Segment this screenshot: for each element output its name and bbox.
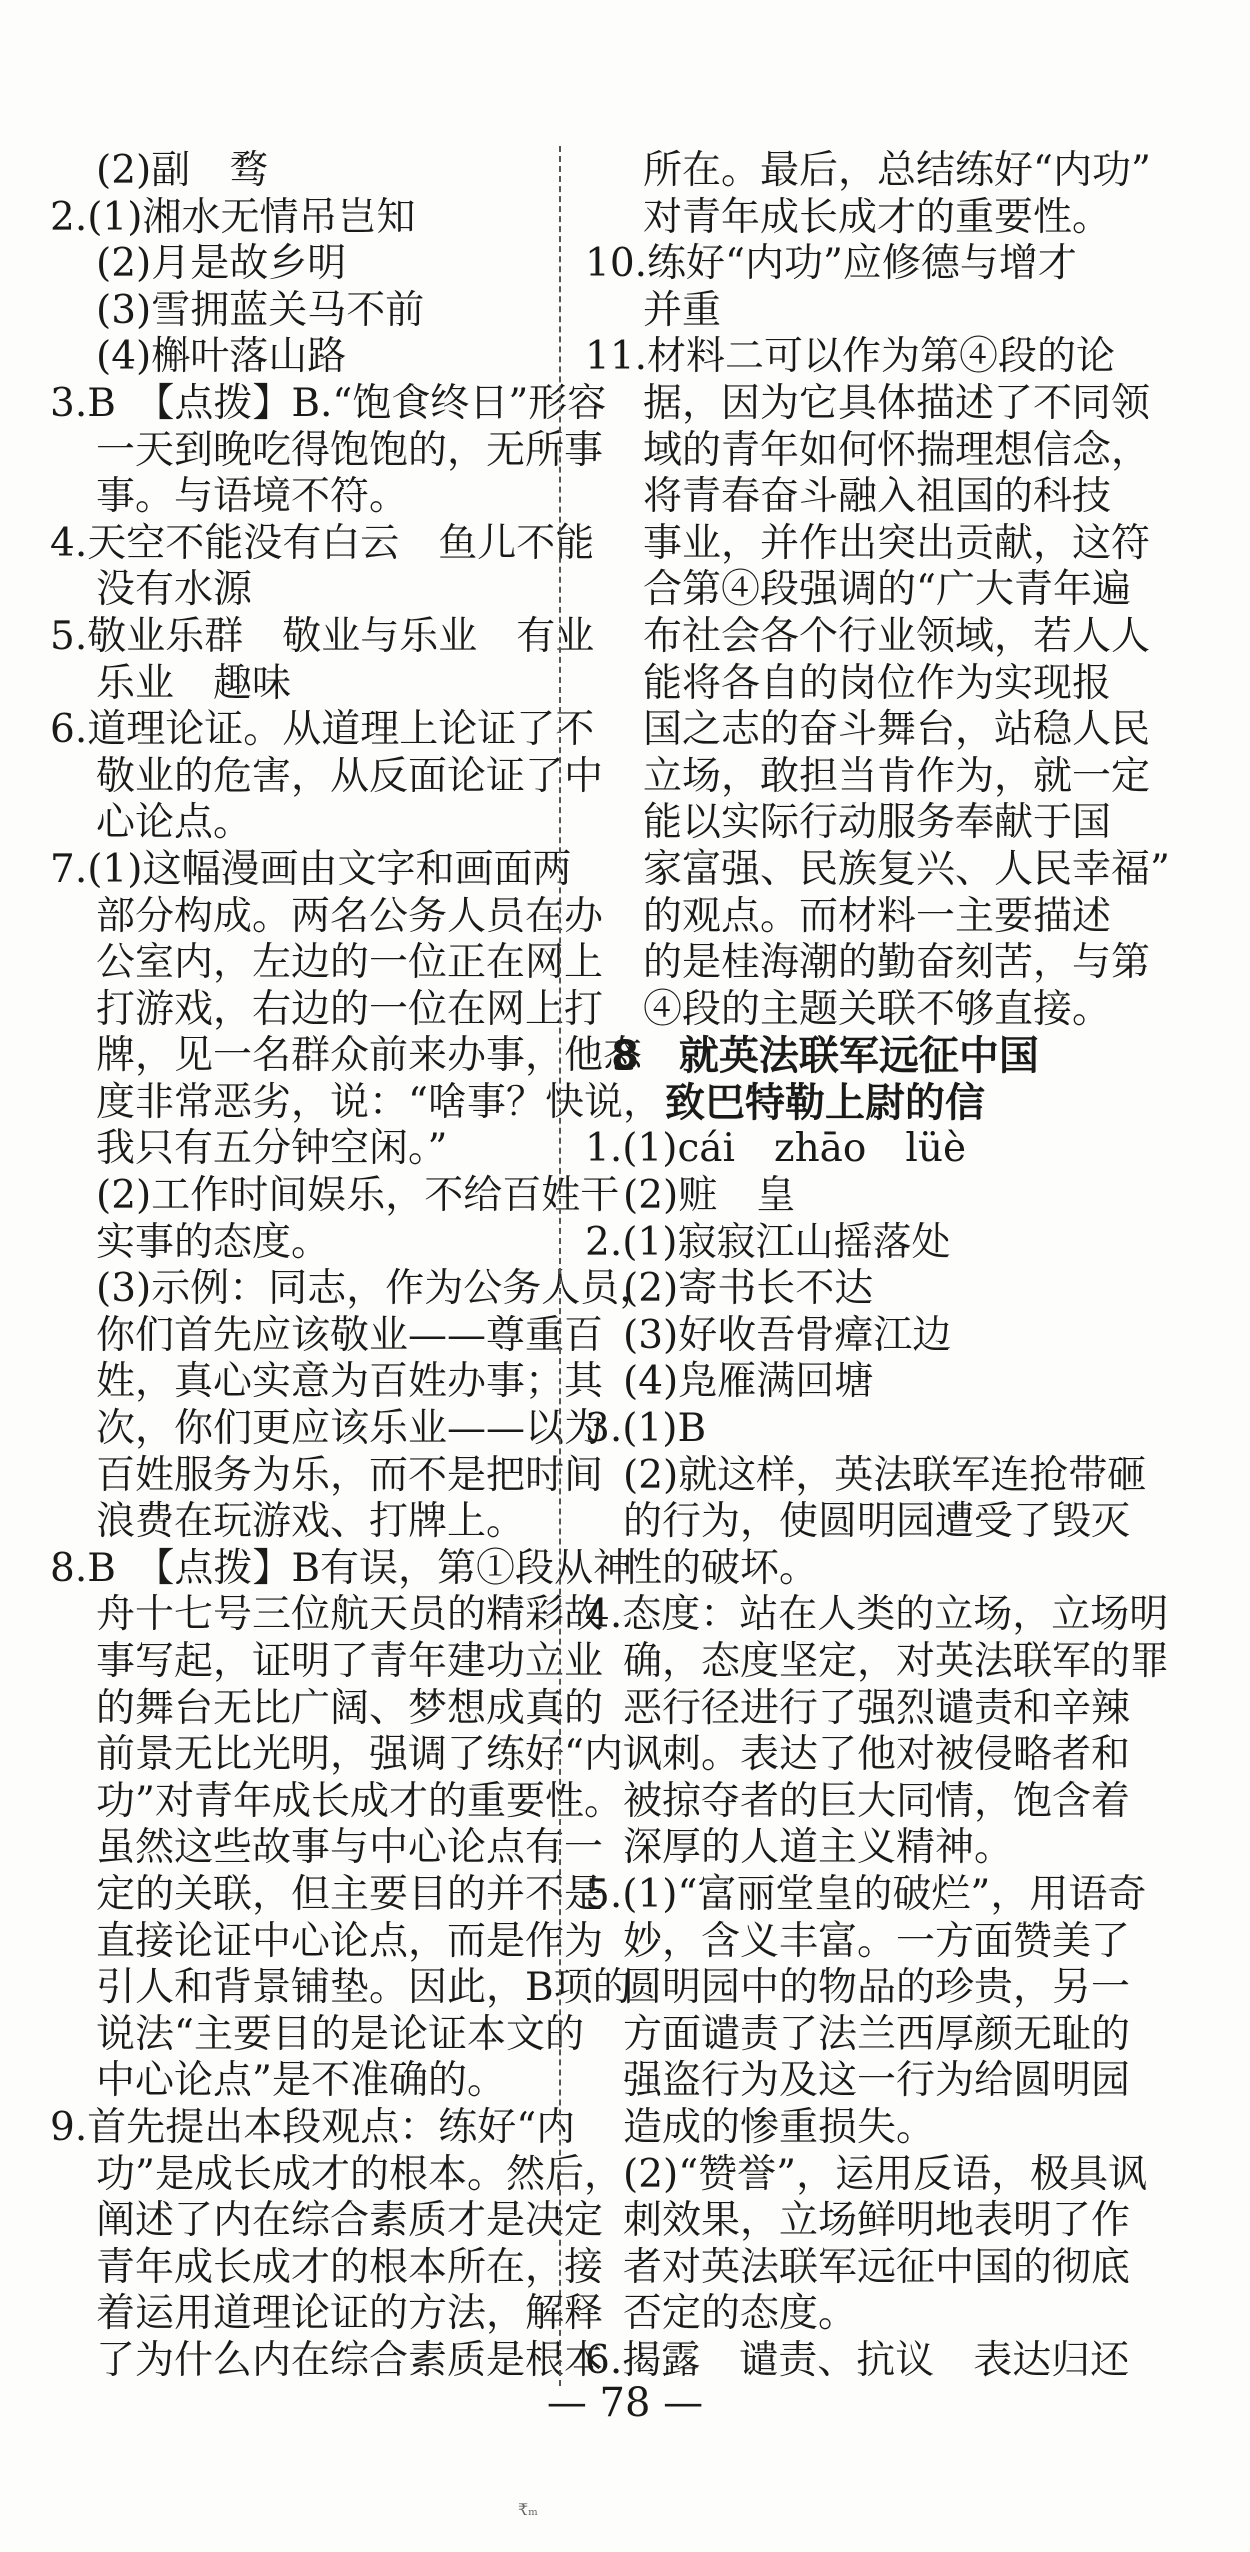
text-line: 5.敬业乐群 敬业与乐业 有业 <box>50 613 595 659</box>
text-line: 打游戏，右边的一位在网上打 <box>96 986 604 1032</box>
text-line: 强盗行为及这一行为给圆明园 <box>623 2058 1131 2104</box>
text-line: 公室内，左边的一位正在网上 <box>96 940 604 986</box>
text-line: 事。与语境不符。 <box>96 474 409 520</box>
text-line: 圆明园中的物品的珍贵，另一 <box>623 1965 1131 2011</box>
text-line: 了为什么内在综合素质是根本 <box>96 2337 604 2383</box>
text-line: 中心论点”是不准确的。 <box>96 2058 506 2104</box>
text-line: (3)雪拥蓝关马不前 <box>96 287 425 333</box>
text-line: 引人和背景铺垫。因此，B项的 <box>96 1965 632 2011</box>
text-line: 7.(1)这幅漫画由文字和画面两 <box>50 846 572 892</box>
text-line: 说法“主要目的是论证本文的 <box>96 2011 584 2057</box>
text-line: 合第④段强调的“广大青年遍 <box>643 567 1131 613</box>
text-line: 据，因为它具体描述了不同领 <box>643 380 1151 426</box>
text-line: 青年成长成才的根本所在，接 <box>96 2244 604 2290</box>
text-line: 事写起，证明了青年建功立业 <box>96 1639 604 1684</box>
right-column <box>585 148 1170 2385</box>
text-line: 一天到晚吃得饱饱的，无所事 <box>96 427 604 473</box>
page-number: — 78 — <box>546 2380 704 2426</box>
text-line: 你们首先应该敬业——尊重百 <box>96 1312 604 1358</box>
text-line: 家富强、民族复兴、人民幸福” <box>643 846 1170 892</box>
text-line: 确，态度坚定，对英法联军的罪 <box>623 1639 1170 1684</box>
text-line: 9.首先提出本段观点：练好“内 <box>50 2104 576 2150</box>
text-line: (2)就这样，英法联军连抢带砸 <box>623 1452 1147 1498</box>
text-line: 11.材料二可以作为第④段的论 <box>585 334 1116 380</box>
text-line: 2.(1)湘水无情吊岂知 <box>50 194 416 240</box>
text-line: 的是桂海潮的勤奋刻苦，与第 <box>643 940 1151 986</box>
text-line: 乐业 趣味 <box>96 660 292 706</box>
text-line: 度非常恶劣，说：“啥事？快说， <box>96 1079 662 1125</box>
text-line: 虽然这些故事与中心论点有一 <box>96 1825 604 1871</box>
text-line: 将青春奋斗融入祖国的科技 <box>643 474 1112 520</box>
text-line: 的观点。而材料一主要描述 <box>643 893 1112 939</box>
text-line: 浪费在玩游戏、打牌上。 <box>96 1499 526 1545</box>
text-line: 3.B 【点拨】B.“饱食终日”形容 <box>50 380 607 426</box>
text-line: 布社会各个行业领域，若人人 <box>643 613 1151 659</box>
text-line: (4)槲叶落山路 <box>96 334 347 380</box>
text-line: 5.(1)“富丽堂皇的破烂”，用语奇 <box>585 1871 1147 1917</box>
text-line: 功”是成长成才的根本。然后， <box>96 2151 623 2197</box>
text-line: 讽刺。表达了他对被侵略者和 <box>623 1732 1131 1778</box>
text-line: 心论点。 <box>96 800 253 846</box>
text-line: 所在。最后，总结练好“内功” <box>643 148 1151 193</box>
text-line: 6.道理论证。从道理上论证了不 <box>50 707 595 753</box>
text-line: 者对英法联军远征中国的彻底 <box>623 2244 1131 2290</box>
text-line: 并重 <box>643 287 722 333</box>
text-line: (2)工作时间娱乐，不给百姓干 <box>96 1173 620 1219</box>
text-line: 我只有五分钟空闲。” <box>96 1126 448 1172</box>
text-line: 定的关联，但主要目的并不是 <box>96 1871 604 1917</box>
text-line: 性的破坏。 <box>623 1545 819 1591</box>
text-line: 国之志的奋斗舞台，站稳人民 <box>643 707 1151 753</box>
section-title: 8 就英法联军远征中国 <box>611 1033 1039 1080</box>
text-line: 的舞台无比广阔、梦想成真的 <box>96 1685 604 1731</box>
text-line: 6.揭露 谴责、抗议 表达归还 <box>585 2337 1130 2383</box>
text-line: (2)月是故乡明 <box>96 241 347 287</box>
text-line: 3.(1)B <box>585 1406 707 1452</box>
text-line: 姓，真心实意为百姓办事；其 <box>96 1359 604 1405</box>
text-line: (4)凫雁满回塘 <box>623 1359 874 1405</box>
text-line: 着运用道理论证的方法，解释 <box>96 2291 604 2337</box>
text-line: 妙，含义丰富。一方面赞美了 <box>623 1918 1131 1964</box>
text-line: 没有水源 <box>96 567 253 613</box>
text-line: 域的青年如何怀揣理想信念， <box>643 427 1151 473</box>
text-line: 能以实际行动服务奉献于国 <box>643 800 1112 846</box>
text-line: 能将各自的岗位作为实现报 <box>643 660 1112 706</box>
text-line: ④段的主题关联不够直接。 <box>643 986 1112 1032</box>
column-divider <box>559 146 561 2386</box>
text-line: 次，你们更应该乐业——以为 <box>96 1406 604 1452</box>
text-line: 舟十七号三位航天员的精彩故 <box>96 1592 604 1638</box>
text-line: 1.(1)cái zhāo lüè <box>585 1126 967 1172</box>
text-line: 前景无比光明，强调了练好“内 <box>96 1732 623 1778</box>
text-line: 刺效果，立场鲜明地表明了作 <box>623 2198 1131 2244</box>
text-line: 立场，敢担当肯作为，就一定 <box>643 753 1151 799</box>
text-line: 造成的惨重损失。 <box>623 2104 936 2150</box>
text-line: (3)好收吾骨瘴江边 <box>623 1312 952 1358</box>
text-line: 牌，见一名群众前来办事，他态 <box>96 1033 643 1079</box>
text-line: 的行为，使圆明园遭受了毁灭 <box>623 1499 1131 1545</box>
text-line: (2)副 骛 <box>96 148 269 193</box>
text-line: (2)“赞誉”，运用反语，极具讽 <box>623 2151 1148 2197</box>
text-line: (2)赃 皇 <box>623 1173 796 1219</box>
text-line: 被掠夺者的巨大同情，饱含着 <box>623 1778 1131 1824</box>
text-line: 实事的态度。 <box>96 1219 331 1265</box>
text-line: 百姓服务为乐，而不是把时间 <box>96 1452 604 1498</box>
text-line: 2.(1)寂寂江山摇落处 <box>585 1219 951 1265</box>
text-line: 事业，并作出突出贡献，这符 <box>643 520 1151 566</box>
text-line: 4.天空不能没有白云 鱼儿不能 <box>50 520 595 566</box>
text-line: 否定的态度。 <box>623 2291 858 2337</box>
text-line: 4.态度：站在人类的立场，立场明 <box>585 1592 1169 1638</box>
text-line: (3)示例：同志，作为公务人员， <box>96 1266 659 1312</box>
text-line: (2)寄书长不达 <box>623 1266 874 1312</box>
text-line: 对青年成长成才的重要性。 <box>643 194 1112 240</box>
text-line: 10.练好“内功”应修德与增才 <box>585 241 1077 287</box>
text-line: 恶行径进行了强烈谴责和辛辣 <box>623 1685 1131 1731</box>
text-line: 部分构成。两名公务人员在办 <box>96 893 604 939</box>
text-line: 8.B 【点拨】B有误，第①段从神 <box>50 1545 633 1591</box>
text-line: 方面谴责了法兰西厚颜无耻的 <box>623 2011 1131 2057</box>
text-line: 直接论证中心论点，而是作为 <box>96 1918 604 1964</box>
text-line: 敬业的危害，从反面论证了中 <box>96 753 604 799</box>
section-subtitle: 致巴特勒上尉的信 <box>665 1079 985 1126</box>
text-line: 阐述了内在综合素质才是决定 <box>96 2198 604 2244</box>
text-line: 功”对青年成长成才的重要性。 <box>96 1778 623 1824</box>
footer-mark: ₹ₘ <box>518 2500 538 2519</box>
text-line: 深厚的人道主义精神。 <box>623 1825 1014 1871</box>
